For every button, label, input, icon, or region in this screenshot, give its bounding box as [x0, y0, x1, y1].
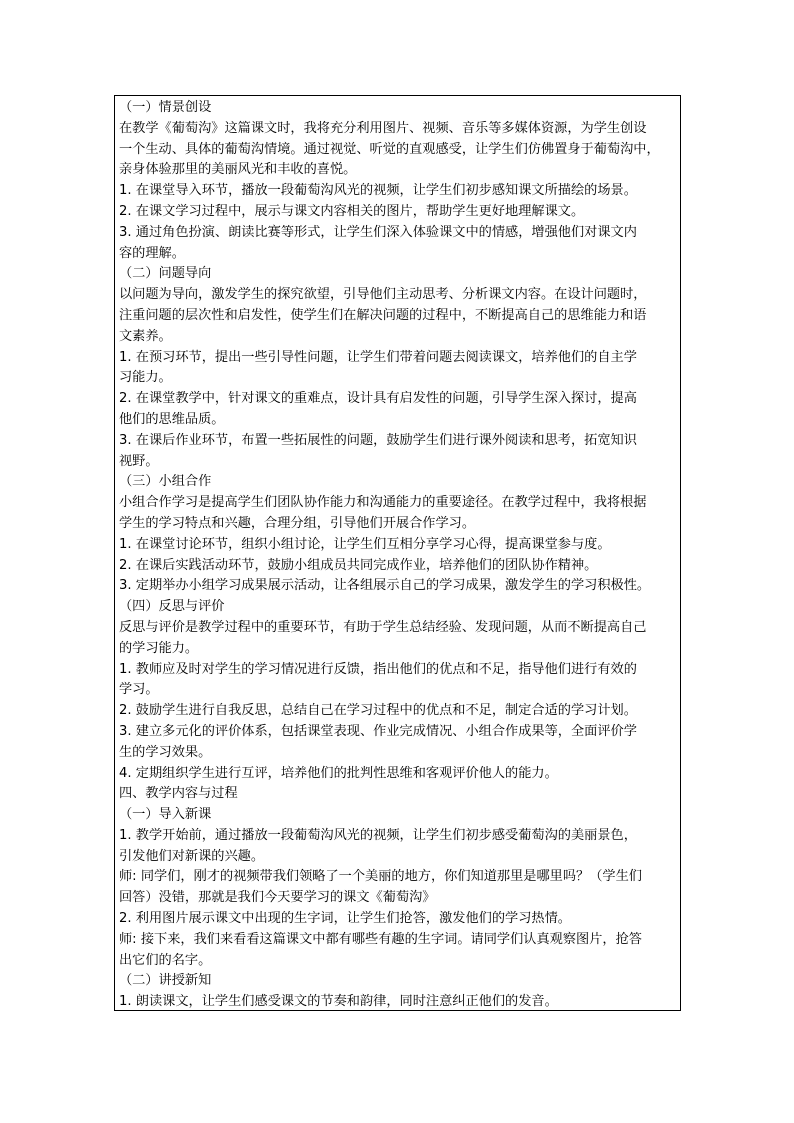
text-line: 1. 教学开始前，通过播放一段葡萄沟风光的视频，让学生们初步感受葡萄沟的美丽景色，	[119, 827, 637, 843]
text-line: （四）反思与评价	[119, 599, 225, 615]
text-line: 视野。	[119, 453, 159, 469]
text-line: 2. 在课堂教学中，针对课文的重难点，设计具有启发性的问题，引导学生深入探讨，提高	[119, 391, 637, 407]
text-line: 引发他们对新课的兴趣。	[119, 848, 265, 864]
text-line: 2. 利用图片展示课文中出现的生字词，让学生们抢答，激发他们的学习热情。	[119, 911, 571, 927]
text-line: 2. 在课后实践活动环节，鼓励小组成员共同完成作业，培养他们的团队协作精神。	[119, 557, 598, 573]
text-line: 3. 定期举办小组学习成果展示活动，让各组展示自己的学习成果，激发学生的学习积极性。	[119, 578, 651, 594]
text-line: 四、教学内容与过程	[119, 786, 238, 802]
text-line: 以问题为导向，激发学生的探究欲望，引导他们主动思考、分析课文内容。在设计问题时，	[119, 287, 647, 303]
text-line: 亲身体验那里的美丽风光和丰收的喜悦。	[119, 162, 357, 178]
text-line: 2. 在课文学习过程中，展示与课文内容相关的图片，帮助学生更好地理解课文。	[119, 203, 585, 219]
text-line: 生的学习效果。	[119, 744, 212, 760]
text-line: 学习。	[119, 682, 159, 698]
text-line: 习能力。	[119, 370, 172, 386]
text-line: 出它们的名字。	[119, 952, 212, 968]
text-line: 1. 在课堂讨论环节，组织小组讨论，让学生们互相分享学习心得，提高课堂参与度。	[119, 536, 611, 552]
text-line: 一个生动、具体的葡萄沟情境。通过视觉、听觉的直观感受，让学生们仿佛置身于葡萄沟中，	[119, 141, 660, 157]
text-line: 1. 教师应及时对学生的学习情况进行反馈，指出他们的优点和不足，指导他们进行有效的	[119, 661, 637, 677]
text-line: 3. 通过角色扮演、朗读比赛等形式，让学生们深入体验课文中的情感，增强他们对课文内	[119, 224, 637, 240]
text-line: 容的理解。	[119, 245, 185, 261]
text-line: 的学习能力。	[119, 640, 199, 656]
text-line: 小组合作学习是提高学生们团队协作能力和沟通能力的重要途径。在教学过程中，我将根据	[119, 495, 647, 511]
text-line: 4. 定期组织学生进行互评，培养他们的批判性思维和客观评价他人的能力。	[119, 765, 558, 781]
text-line: 1. 在课堂导入环节，播放一段葡萄沟风光的视频，让学生们初步感知课文所描绘的场景。	[119, 183, 637, 199]
text-line: 1. 在预习环节，提出一些引导性问题，让学生们带着问题去阅读课文，培养他们的自主学	[119, 349, 637, 365]
text-line: 2. 鼓励学生进行自我反思，总结自己在学习过程中的优点和不足，制定合适的学习计划。	[119, 703, 637, 719]
text-line: 回答）没错，那就是我们今天要学习的课文《葡萄沟》	[119, 890, 436, 906]
text-line: （一）情景创设	[119, 100, 212, 115]
text-line: 3. 在课后作业环节，布置一些拓展性的问题，鼓励学生们进行课外阅读和思考，拓宽知识	[119, 432, 637, 448]
text-line: 反思与评价是教学过程中的重要环节，有助于学生总结经验、发现问题，从而不断提高自己	[119, 619, 647, 635]
lesson-plan-content	[119, 98, 679, 1013]
text-line: （三）小组合作	[119, 474, 212, 490]
text-line: 师: 同学们，刚才的视频带我们领略了一个美丽的地方，你们知道那里是哪里吗？（学生们	[119, 869, 642, 885]
text-line: （二）讲授新知	[119, 973, 212, 989]
text-line: 1. 朗读课文，让学生们感受课文的节奏和韵律，同时注意纠正他们的发音。	[119, 994, 558, 1010]
text-line: 3. 建立多元化的评价体系，包括课堂表现、作业完成情况、小组合作成果等，全面评价学	[119, 723, 637, 739]
text-line: 他们的思维品质。	[119, 411, 225, 427]
text-line: （二）问题导向	[119, 266, 212, 282]
text-line: 学生的学习特点和兴趣，合理分组，引导他们开展合作学习。	[119, 515, 476, 531]
text-line: 注重问题的层次性和启发性，使学生们在解决问题的过程中，不断提高自己的思维能力和语	[119, 307, 647, 323]
text-line: （一）导入新课	[119, 807, 212, 823]
text-line: 文素养。	[119, 328, 172, 344]
text-line: 师: 接下来，我们来看看这篇课文中都有哪些有趣的生字词。请同学们认真观察图片，抢答	[119, 931, 642, 947]
text-line: 在教学《葡萄沟》这篇课文时，我将充分利用图片、视频、音乐等多媒体资源，为学生创设	[119, 120, 647, 136]
